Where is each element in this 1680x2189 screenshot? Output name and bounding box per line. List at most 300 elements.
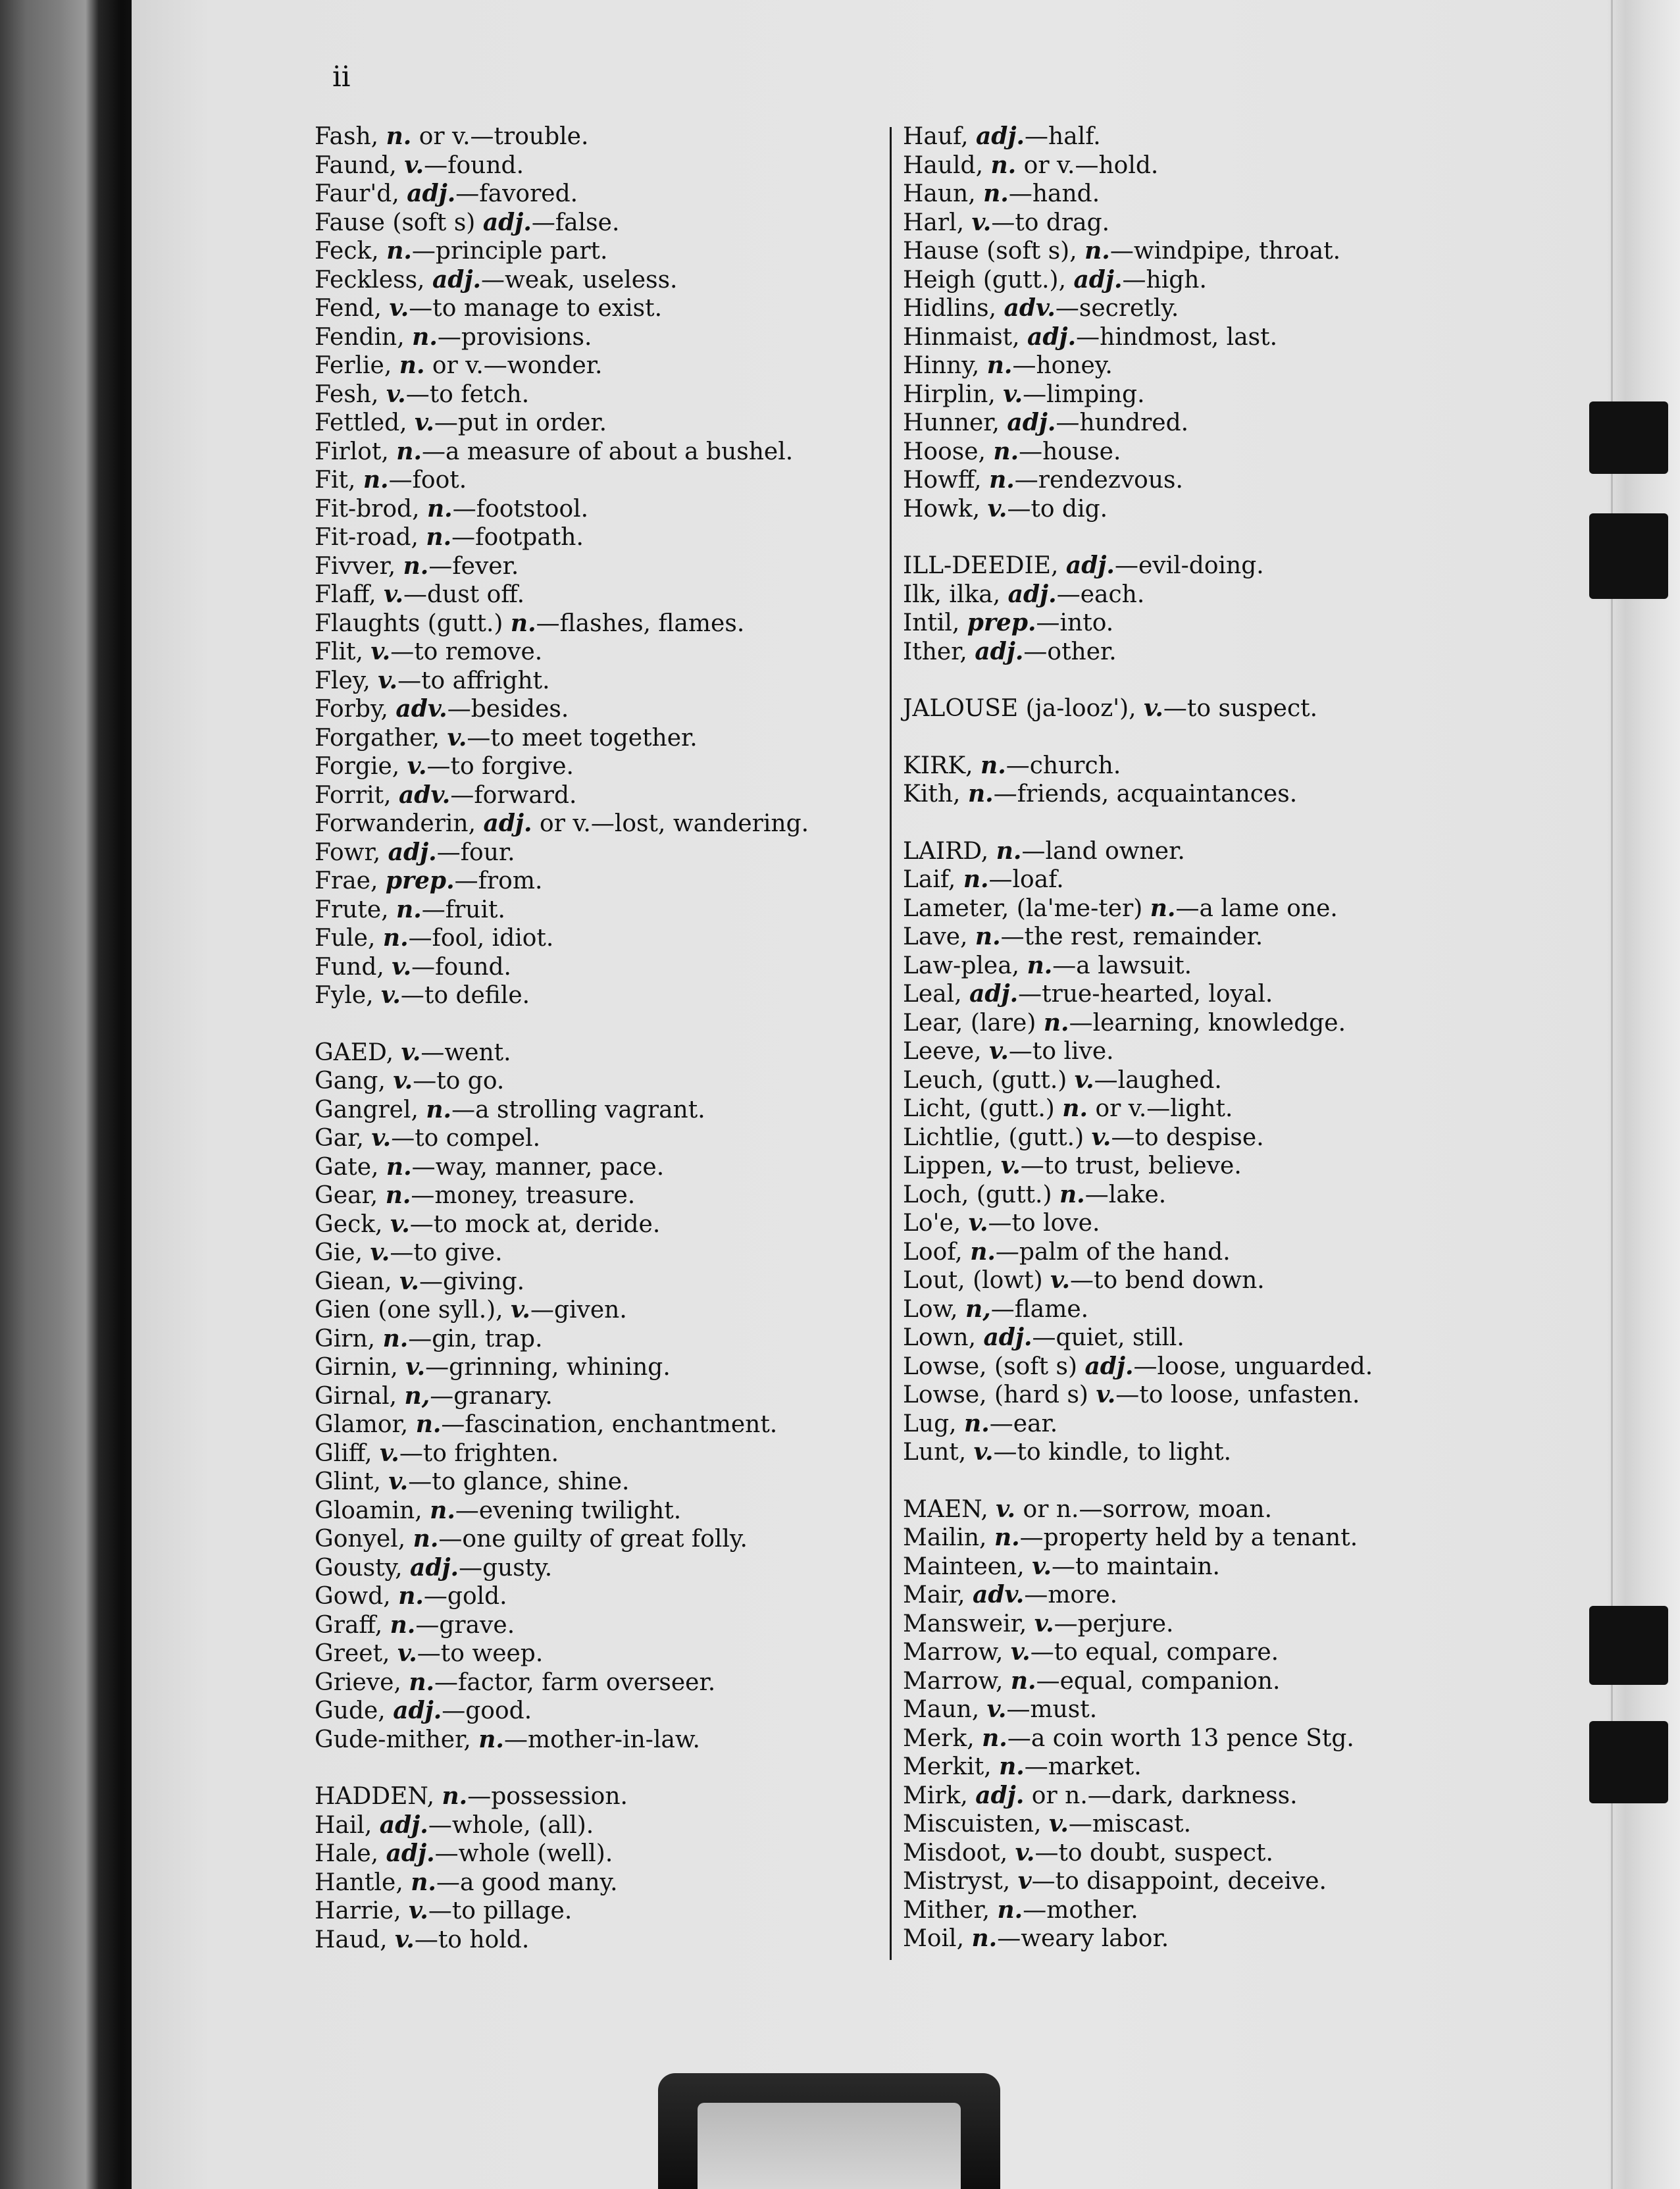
entry-headword: Lear, (lare) [903,1009,1036,1037]
entry-part-of-speech: n. [982,1724,1007,1752]
entry-headword: Grieve, [315,1668,401,1696]
entry-definition: —to suspect. [1163,695,1318,722]
entry-headword: Lug, [903,1410,957,1437]
glossary-entry [903,1209,1373,1238]
glossary-entry [315,580,809,609]
entry-definition: —lake. [1084,1181,1167,1208]
entry-headword: Mair, [903,1582,965,1609]
entry-definition: —principle part. [411,238,608,265]
glossary-entry [315,523,809,552]
entry-part-of-speech: n. [970,1237,996,1266]
entry-definition: —put in order. [434,409,607,436]
glossary-entry [315,180,809,209]
entry-part-of-speech: v. [1096,1381,1116,1408]
glossary-entry [315,1325,809,1354]
entry-definition: —fever. [428,552,519,580]
entry-part-of-speech: v. [973,1438,994,1466]
glossary-entry [903,1896,1373,1925]
entry-definition: —ear. [989,1410,1058,1437]
entry-definition: —to fetch. [405,380,530,408]
glossary-entry [903,837,1373,866]
glossary-entry [315,1726,809,1755]
glossary-entry [903,552,1373,580]
entry-definition: —church. [1005,752,1121,779]
glossary-entry [903,495,1373,524]
glossary-entry [315,981,809,1010]
glossary-entry [903,952,1373,981]
entry-headword: Girn, [315,1325,376,1352]
entry-headword: Forby, [315,696,388,723]
entry-headword: Laif, [903,866,956,893]
entry-part-of-speech: adj. [393,1697,442,1724]
glossary-entry [315,1525,809,1554]
entry-headword: Greet, [315,1640,390,1667]
entry-part-of-speech: v. [968,1209,988,1237]
entry-headword: Lichtlie, (gutt.) [903,1123,1084,1151]
entry-headword: JALOUSE (ja-looz'), [903,695,1136,722]
entry-part-of-speech: adj. [983,1324,1032,1351]
entry-definition: —rendezvous. [1014,467,1183,494]
glossary-entry [903,780,1373,809]
entry-part-of-speech: n. [403,552,429,580]
entry-part-of-speech: n. [478,1725,504,1753]
entry-definition: —money, treasure. [411,1182,636,1209]
entry-part-of-speech: n. [980,751,1006,779]
entry-headword: Forrit, [315,781,392,809]
entry-part-of-speech: v. [393,1067,413,1094]
glossary-entry [903,1667,1373,1696]
entry-headword: Mailin, [903,1524,987,1551]
entry-definition: —evening twilight. [455,1497,682,1524]
entry-part-of-speech: n. [963,865,989,893]
entry-definition: —land owner. [1021,837,1185,865]
glossary-entry [315,638,809,667]
entry-part-of-speech: v. [378,666,398,694]
entry-part-of-speech: n. [426,523,452,551]
entry-headword: Loof, [903,1238,963,1266]
entry-definition: —to doubt, suspect. [1034,1839,1273,1867]
entry-definition: —to forgive. [426,753,574,780]
entry-headword: Lunt, [903,1439,967,1466]
glossary-entry [315,1668,809,1697]
glossary-entry [315,1096,809,1125]
glossary-entry [903,1381,1373,1410]
entry-part-of-speech: n. [411,1868,436,1896]
entry-part-of-speech: v. [986,1695,1007,1723]
entry-definition: —mother. [1023,1896,1138,1924]
entry-definition: —fascination, enchantment. [441,1411,778,1438]
entry-part-of-speech: adj. [379,1811,428,1839]
entry-part-of-speech: prep. [385,867,455,894]
entry-headword: Gousty, [315,1554,403,1582]
entry-part-of-speech: adj. [1073,265,1123,294]
glossary-entry [903,1553,1373,1582]
entry-part-of-speech: adj. [388,838,437,866]
entry-definition: —limping. [1023,380,1145,408]
entry-headword: Lout, (lowt) [903,1267,1043,1294]
glossary-entry [903,1924,1373,1953]
glossary-entry [315,924,809,953]
entry-part-of-speech: n. [510,609,536,637]
entry-definition: —to love. [988,1210,1100,1237]
entry-headword: Gowd, [315,1583,391,1610]
glossary-entry [903,638,1373,667]
entry-definition: —more. [1024,1582,1118,1609]
glossary-entry [315,724,809,753]
glossary-entry [315,953,809,982]
glossary-entry [315,351,809,380]
entry-headword: Glint, [315,1468,381,1495]
entry-definition: —fruit. [421,896,505,923]
entry-headword: Firlot, [315,438,389,465]
entry-definition: —besides. [447,696,569,723]
entry-headword: Heigh (gutt.), [903,266,1067,294]
entry-headword: Fund, [315,953,384,981]
glossary-entry [903,294,1373,323]
entry-definition: or v.—lost, wandering. [532,810,809,837]
entry-part-of-speech: v. [401,1038,421,1066]
entry-part-of-speech: n. [385,1181,411,1209]
entry-headword: Gonyel, [315,1526,406,1553]
glossary-entry [315,1039,809,1068]
glossary-entry [315,1410,809,1439]
entry-headword: Mither, [903,1896,990,1924]
entry-headword: Mistryst, [903,1868,1011,1895]
entry-headword: Flit, [315,638,363,665]
entry-headword: Hunner, [903,409,1000,436]
entry-headword: Licht, (gutt.) [903,1095,1055,1122]
glossary-entry [903,1581,1373,1610]
glossary-entry [903,894,1373,923]
entry-part-of-speech: adj. [407,180,456,207]
entry-part-of-speech: adj. [975,1781,1025,1809]
entry-definition: —hand. [1008,180,1100,207]
entry-headword: Gien (one syll.), [315,1297,503,1324]
glossary-entry [903,1181,1373,1210]
entry-part-of-speech: v. [394,1925,415,1953]
glossary-entry [315,380,809,409]
entry-headword: Hale, [315,1840,379,1867]
entry-headword: Lippen, [903,1152,994,1179]
glossary-entry [903,1638,1373,1667]
entry-headword: Loch, (gutt.) [903,1181,1052,1208]
book-binding-shadow [0,0,138,2189]
glossary-entry [315,323,809,352]
entry-definition: —foot. [388,467,467,494]
entry-headword: Feckless, [315,266,425,294]
entry-part-of-speech: n. [386,237,412,265]
glossary-entry [903,1610,1373,1639]
glossary-entry [315,1153,809,1182]
entry-definition: —honey. [1012,352,1113,379]
entry-definition: —footpath. [451,524,584,551]
entry-definition: —learning, knowledge. [1069,1009,1346,1037]
glossary-entry [315,552,809,581]
entry-headword: Fule, [315,925,376,952]
entry-definition: —gin, trap. [408,1325,543,1352]
entry-definition: —a measure of about a bushel. [421,438,794,465]
glossary-entry [903,1352,1373,1381]
entry-part-of-speech: v. [407,752,427,780]
glossary-entry [315,1897,809,1926]
column-divider [890,127,892,1960]
scanner-clip-4 [1589,1721,1668,1803]
entry-part-of-speech: adj. [1007,409,1056,436]
entry-definition: —to remove. [390,638,543,665]
entry-part-of-speech: n. [1043,1008,1069,1037]
entry-part-of-speech: n. [409,1668,435,1696]
glossary-entry [315,1611,809,1640]
entry-part-of-speech: v. [1091,1123,1111,1151]
entry-definition: —to manage to exist. [409,295,663,322]
glossary-entry [903,122,1373,151]
entry-headword: Fit-brod, [315,495,420,523]
entry-definition: —factor, farm overseer. [434,1668,716,1696]
glossary-entry [903,609,1373,638]
entry-headword: Gude, [315,1697,386,1724]
entry-part-of-speech: v [1017,1867,1032,1895]
glossary-entry [315,438,809,467]
entry-headword: Intil, [903,609,960,636]
entry-headword: Leal, [903,981,962,1008]
glossary-entry [903,1123,1373,1152]
entry-part-of-speech: adj. [432,265,482,294]
entry-definition: —half. [1025,123,1101,150]
entry-part-of-speech: n. [997,1895,1023,1924]
glossary-entry [903,1839,1373,1868]
glossary-entry [315,1296,809,1325]
entry-definition: —a lawsuit. [1052,952,1192,979]
glossary-entry [315,1554,809,1583]
entry-part-of-speech: n. [996,837,1022,865]
entry-headword: MAEN, [903,1495,988,1523]
glossary-entry [315,1124,809,1153]
entry-part-of-speech: n. [442,1782,468,1810]
entry-part-of-speech: n. [1027,951,1053,979]
entry-definition: —to drag. [991,209,1110,236]
entry-headword: Frute, [315,896,389,923]
glossary-entry [315,1868,809,1897]
entry-part-of-speech: n. [999,1753,1025,1780]
entry-headword: Flaff, [315,581,376,608]
glossary-right-column [903,122,1373,1953]
glossary-entry [903,1810,1373,1839]
entry-part-of-speech: v. [1074,1066,1094,1094]
entry-headword: ILL-DEEDIE, [903,552,1059,579]
entry-headword: Haun, [903,180,976,207]
entry-part-of-speech: n, [404,1381,430,1410]
glossary-entry [903,1438,1373,1467]
entry-part-of-speech: adj. [1065,552,1115,579]
entry-definition: —perjure. [1054,1610,1174,1637]
entry-part-of-speech: adj. [969,980,1019,1008]
glossary-entry [315,294,809,323]
entry-headword: Kith, [903,781,961,808]
entry-headword: Ither, [903,638,967,665]
entry-definition: —to maintain. [1052,1553,1220,1580]
entry-headword: Hail, [315,1811,372,1839]
entry-headword: Gude-mither, [315,1726,471,1753]
glossary-entry [315,1782,809,1811]
entry-part-of-speech: adj. [482,208,532,236]
glossary-entry [315,1181,809,1210]
glossary-entry [903,151,1373,180]
entry-definition: —equal, companion. [1036,1667,1281,1695]
entry-part-of-speech: adj. [975,637,1024,665]
entry-definition: —grinning, whining. [425,1354,671,1381]
entry-part-of-speech: v. [987,494,1007,523]
entry-definition: —must. [1006,1696,1098,1723]
glossary-entry [315,781,809,810]
entry-definition: —favored. [455,180,578,207]
entry-part-of-speech: v. [971,208,992,236]
entry-definition: —granary. [430,1382,553,1410]
entry-definition: —footstool. [452,495,589,523]
entry-headword: Girnin, [315,1354,398,1381]
entry-part-of-speech: v. [1034,1609,1054,1637]
entry-definition: —friends, acquaintances. [993,781,1298,808]
glossary-entry [315,1582,809,1611]
entry-definition: —false. [531,209,620,236]
entry-headword: Fit-road, [315,524,419,551]
entry-definition: —to frighten. [399,1439,559,1467]
glossary-entry [315,1268,809,1297]
entry-headword: Ilk, ilka, [903,580,1001,608]
entry-definition: —a coin worth 13 pence Stg. [1007,1724,1354,1752]
entry-headword: Lowse, (soft s) [903,1352,1078,1380]
entry-part-of-speech: v. [405,1353,426,1381]
entry-definition: —to pillage. [428,1897,573,1924]
entry-part-of-speech: adj. [1027,322,1077,351]
entry-definition: —given. [530,1297,627,1324]
entry-headword: Low, [903,1295,958,1323]
glossary-entry [315,667,809,696]
entry-definition: —secretly. [1055,295,1179,322]
entry-headword: Marrow, [903,1667,1004,1695]
entry-headword: Fendin, [315,323,405,351]
entry-definition: —to hold. [414,1926,530,1953]
glossary-entry [903,1324,1373,1352]
glossary-entry [903,1037,1373,1066]
entry-headword: Lowse, (hard s) [903,1381,1088,1408]
glossary-entry [903,865,1373,894]
entry-part-of-speech: adv. [973,1581,1025,1609]
glossary-entry [315,122,809,151]
entry-headword: Forgie, [315,753,400,780]
glossary-entry [315,896,809,925]
glossary-entry [315,1497,809,1526]
entry-part-of-speech: v. [415,409,434,436]
glossary-entry [315,266,809,295]
entry-headword: Gloamin, [315,1497,422,1524]
glossary-entry [315,495,809,524]
glossary-entry [903,980,1373,1009]
glossary-entry [315,1697,809,1726]
entry-headword: Law-plea, [903,952,1020,979]
entry-definition: —to glance, shine. [408,1468,630,1495]
glossary-entry [903,380,1373,409]
scanner-clip-1 [1589,401,1668,474]
entry-part-of-speech: n. [964,1409,990,1437]
entry-headword: Hinny, [903,352,980,379]
glossary-entry [903,180,1373,209]
entry-headword: Fettled, [315,409,407,436]
entry-part-of-speech: adv. [395,695,447,723]
entry-headword: Harl, [903,209,965,236]
entry-headword: KIRK, [903,752,973,779]
entry-part-of-speech: v. [1015,1838,1035,1867]
entry-part-of-speech: n. [1010,1666,1036,1695]
entry-headword: Girnal, [315,1382,397,1410]
entry-headword: Fend, [315,295,382,322]
entry-headword: Gliff, [315,1439,372,1467]
entry-definition: —weak, useless. [481,266,678,294]
entry-definition: or n.—dark, darkness. [1024,1782,1298,1809]
entry-part-of-speech: n. [363,466,389,494]
entry-headword: Fesh, [315,380,379,408]
entry-definition: —possession. [467,1783,628,1810]
entry-headword: Lo'e, [903,1210,961,1237]
entry-part-of-speech: v. [996,1495,1016,1523]
entry-headword: Marrow, [903,1639,1004,1666]
entry-part-of-speech: n. [971,1924,998,1952]
glossary-entry [315,810,809,838]
entry-headword: Forwanderin, [315,810,476,837]
entry-part-of-speech: v. [511,1296,530,1324]
entry-headword: Fowr, [315,838,381,866]
entry-part-of-speech: n. [1059,1180,1085,1208]
glossary-entry [903,923,1373,952]
entry-definition: —each. [1056,580,1145,608]
glossary-entry [315,151,809,180]
entry-part-of-speech: v. [388,1468,409,1495]
entry-headword: Hirplin, [903,380,996,408]
entry-part-of-speech: n. [399,351,425,379]
glossary-entry [315,838,809,867]
entry-part-of-speech: n. [386,122,412,150]
entry-definition: —into. [1036,609,1114,636]
glossary-entry [903,1410,1373,1439]
entry-definition: —other. [1023,638,1117,665]
entry-definition: —good. [442,1697,532,1724]
entry-definition: —a good many. [436,1868,618,1896]
glossary-entry [903,694,1373,723]
entry-part-of-speech: n. [390,1610,416,1639]
entry-definition: —flashes, flames. [536,609,745,637]
entry-part-of-speech: v. [390,1210,410,1238]
entry-part-of-speech: prep. [967,609,1036,636]
entry-definition: —to despise. [1111,1123,1264,1151]
entry-headword: Lown, [903,1324,977,1351]
glossary-entry [903,1782,1373,1811]
glossary-entry [903,466,1373,495]
glossary-entry [315,1382,809,1411]
entry-definition: or v.—trouble. [411,123,589,150]
entry-headword: Fyle, [315,982,374,1009]
entry-definition: —way, manner, pace. [411,1153,665,1181]
glossary-entry [903,580,1373,609]
entry-definition: —to give. [390,1239,503,1266]
entry-part-of-speech: v. [397,1639,417,1667]
entry-definition: —house. [1019,438,1121,465]
glossary-entry [903,237,1373,266]
entry-definition: —from. [454,867,543,894]
glossary-entry [903,351,1373,380]
entry-part-of-speech: v. [392,952,412,981]
entry-part-of-speech: n. [426,1095,452,1123]
entry-headword: Hinmaist, [903,323,1020,351]
entry-definition: or v.—light. [1088,1095,1233,1122]
